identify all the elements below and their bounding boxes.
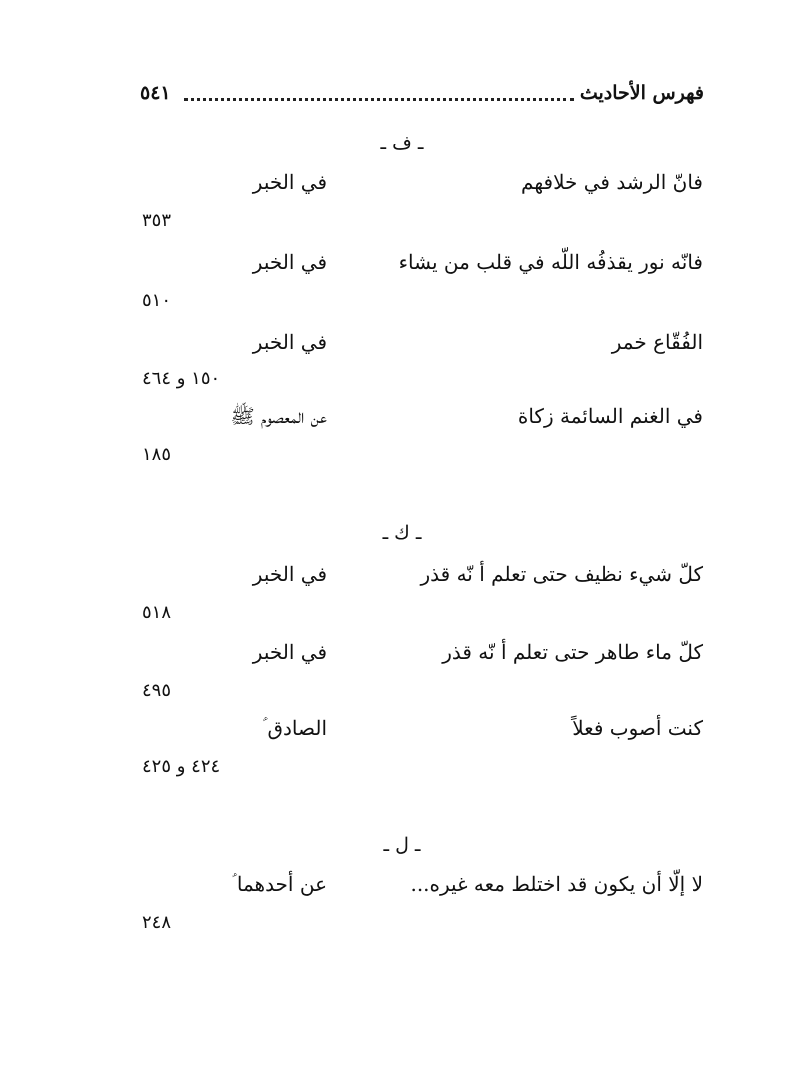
- hadith-pages: ٥١٠: [142, 290, 172, 311]
- hadith-source: الصادق ؑ: [262, 716, 327, 740]
- hadith-source: في الخبر: [252, 562, 327, 586]
- hadith-source: في الخبر: [252, 250, 327, 274]
- hadith-source: في الخبر: [252, 330, 327, 354]
- hadith-text: فانّ الرشد في خلافهم: [521, 170, 703, 194]
- hadith-source: عن أحدهما ؑ: [231, 872, 327, 896]
- index-title: فهرس الأحاديث: [579, 82, 704, 104]
- hadith-source: في الخبر: [252, 170, 327, 194]
- hadith-text: كنت أصوب فعلاً: [572, 716, 703, 740]
- hadith-pages: ١٥٠ و ٤٦٤: [142, 368, 221, 389]
- section-heading-kaf: ـ ك ـ: [382, 522, 422, 544]
- hadith-text: كلّ ماء طاهر حتى تعلم أ نّه قذر: [442, 640, 703, 664]
- hadith-text: فانّه نور يقذفُه اللّه في قلب من يشاء: [398, 250, 703, 274]
- hadith-text: في الغنم السائمة زكاة: [517, 404, 703, 428]
- hadith-text: الفُقّاع خمر: [611, 330, 703, 354]
- hadith-pages: ٤٩٥: [142, 680, 172, 701]
- page-header: [140, 82, 704, 114]
- leader-dots: [184, 98, 574, 101]
- hadith-pages: ٤٢٤ و ٤٢٥: [142, 756, 221, 777]
- page-number: ٥٤١: [140, 82, 171, 104]
- hadith-pages: ٢٤٨: [142, 912, 172, 933]
- hadith-pages: ٥١٨: [142, 602, 172, 623]
- section-heading-lam: ـ ل ـ: [383, 834, 421, 856]
- hadith-source: في الخبر: [252, 640, 327, 664]
- hadith-source: عن المعصوم ﷺ: [230, 404, 327, 428]
- hadith-pages: ٣٥٣: [142, 210, 172, 231]
- hadith-text: لا إلّا أن يكون قد اختلط معه غيره...: [410, 872, 703, 896]
- hadith-pages: ١٨٥: [142, 444, 172, 465]
- hadith-text: كلّ شيء نظيف حتى تعلم أ نّه قذر: [420, 562, 703, 586]
- section-heading-fa: ـ ف ـ: [380, 132, 424, 154]
